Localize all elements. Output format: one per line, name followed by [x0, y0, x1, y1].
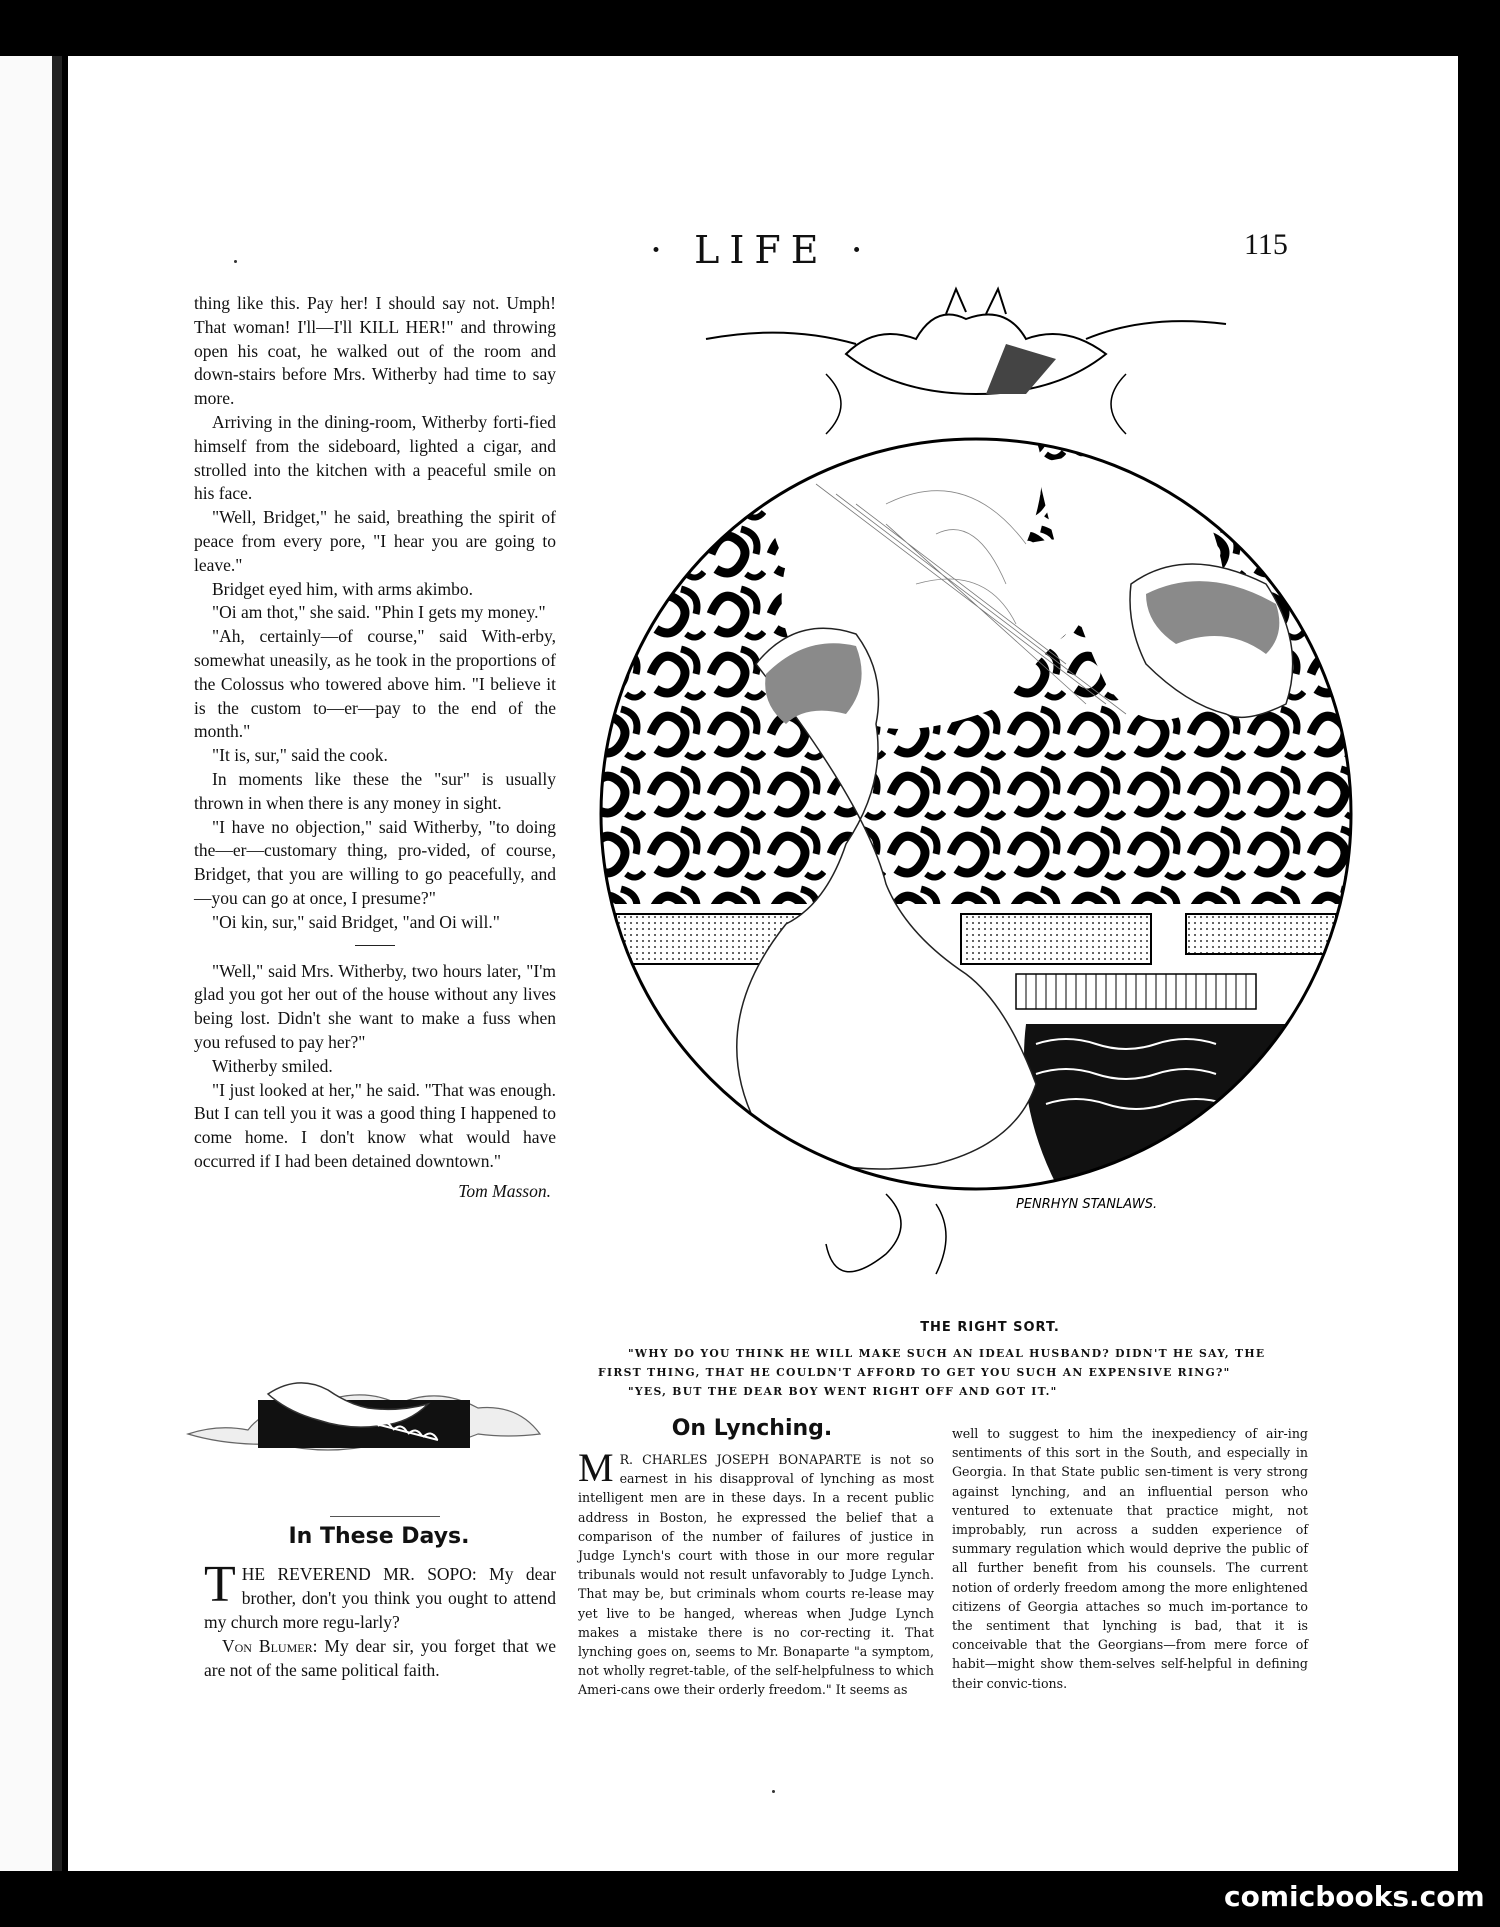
story-paragraphs: [194, 292, 556, 935]
on-lynching-title: On Lynching.: [671, 1416, 833, 1441]
story-paragraph: "Oi am thot," she said. "Phin I gets my money.": [212, 602, 546, 623]
story-paragraph: Witherby smiled.: [212, 1055, 333, 1076]
these-days-text: [204, 1556, 556, 1682]
these-days-title: In These Days.: [288, 1524, 470, 1549]
stray-dot-bottom: [772, 1790, 775, 1793]
section-divider: [355, 945, 395, 946]
von-blumer-speaker: Von Blumer:: [222, 1636, 318, 1656]
story-paragraph: "I just looked at her," he said. "That was enough. But I can tell you it was a good thing I happened to come home. I don't know what would have occurred if I had been detained downtown.": [194, 1079, 556, 1171]
stray-dot: [234, 260, 237, 263]
these-days-p1: HE REVEREND MR. SOPO: My dear brother, don't you think you ought to attend my church more regu-larly?: [204, 1564, 556, 1632]
story-byline: Tom Masson.: [458, 1180, 551, 1201]
story-paragraph: "Oi kin, sur," said Bridget, "and Oi will.": [212, 911, 500, 932]
story-paragraph: Arriving in the dining-room, Witherby forti-fied himself from the sideboard, lighted a cigar, and strolled into the kitchen with a peaceful smile on his face.: [194, 411, 556, 504]
lynching-p2: well to suggest to him the inexpediency of air-ing sentiments of this sort in the South, and especially in Georgia. In that State public sen-timent is very strong against lynching, and an influential person who ventured to extenuate that practice might, not improbably, run across a sudden experience of summary regulation which would deprive the public of all further benefit from his counsels. The current notion of orderly freedom among the more enlightened citizens of Georgia attaches so much im-portance to the sentiment that lynching is bad, that it is conceivable that the Georgians—from mere force of habit—might show them-selves self-helpful in defining their convic-tions.: [952, 1426, 1308, 1691]
story-paragraph: Bridget eyed him, with arms akimbo.: [212, 578, 473, 599]
story-paragraph: In moments like these the "sur" is usually thrown in when there is any money in sight.: [194, 768, 556, 813]
story-paragraph: thing like this. Pay her! I should say not. Umph! That woman! I'll—I'll KILL HER!" and throwing open his coat, he walked out of the room and down-stairs before Mrs. Witherby had time to say more.: [194, 293, 556, 409]
story-paragraph: "Well," said Mrs. Witherby, two hours later, "I'm glad you got her out of the house without any lives being lost. Didn't she want to make a fuss when you refused to pay her?": [194, 960, 556, 1052]
story-paragraph: "Ah, certainly—of course," said With-erby, somewhat uneasily, as he took in the proportions of the Colossus who towered above him. "I believe it is the custom to—er—pay to the end of the month.": [194, 626, 556, 742]
story-column: [194, 292, 556, 1203]
lynching-column-1: [578, 1445, 934, 1700]
caption-line-3: "YES, BUT THE DEAR BOY WENT RIGHT OFF AND GOT IT.": [628, 1385, 1058, 1398]
caption-line-1: "WHY DO YOU THINK HE WILL MAKE SUCH AN IDEAL HUSBAND? DIDN'T HE SAY, THE: [628, 1347, 1266, 1360]
caption-line-2: FIRST THING, THAT HE COULDN'T AFFORD TO GET YOU SUCH AN EXPENSIVE RING?": [598, 1366, 1231, 1379]
story-paragraphs-continued: [194, 960, 556, 1174]
page-header: [0, 228, 1500, 278]
the-right-sort-illustration: [586, 284, 1366, 1294]
story-paragraph: "I have no objection," said Witherby, "to doing the—er—customary thing, pro-vided, of course, Bridget, that you are willing to go peacefully, and—you can go at once, I presume?": [194, 816, 556, 908]
watermark: comicbooks.com: [1224, 1880, 1485, 1913]
these-days-p2: My dear sir, you forget that we are not of the same political faith.: [204, 1636, 556, 1680]
artist-signature: PENRHYN STANLAWS.: [1016, 1197, 1158, 1212]
lynching-p1: R. CHARLES JOSEPH BONAPARTE is not so earnest in his disapproval of lynching as most intelligent men are in these days. In a recent public address in Boston, he expressed the belief that a comparison of the number of failures of justice in Judge Lynch's court with those in our more regular tribunals would not result unfavorably to Judge Lynch. That may be, but criminals whom courts re-lease may yet live to be hanged, whereas when Judge Lynch makes a mistake there is no cor-recting it. That lynching goes on, seems to Mr. Bonaparte "a symptom, not wholly regret-table, of the self-helpfulness to which Ameri-cans owe their orderly freedom." It seems as: [578, 1452, 934, 1698]
story-paragraph: "Well, Bridget," he said, breathing the spirit of peace from every pore, "I hear you are going to leave.": [194, 507, 556, 575]
facing-page-edge: [0, 56, 62, 1871]
lynching-column-2: [952, 1424, 1308, 1693]
masthead: · LIFE ·: [650, 228, 873, 272]
dove-ornament: [178, 1364, 550, 1474]
story-paragraph: "It is, sur," said the cook.: [212, 745, 388, 766]
dropcap-m: M: [578, 1445, 614, 1490]
illustration-caption: [598, 1344, 1282, 1401]
illustration-title: THE RIGHT SORT.: [920, 1320, 1060, 1335]
dropcap-t: T: [204, 1556, 236, 1613]
divider-line: [330, 1516, 440, 1517]
page-number: 115: [1244, 228, 1288, 261]
